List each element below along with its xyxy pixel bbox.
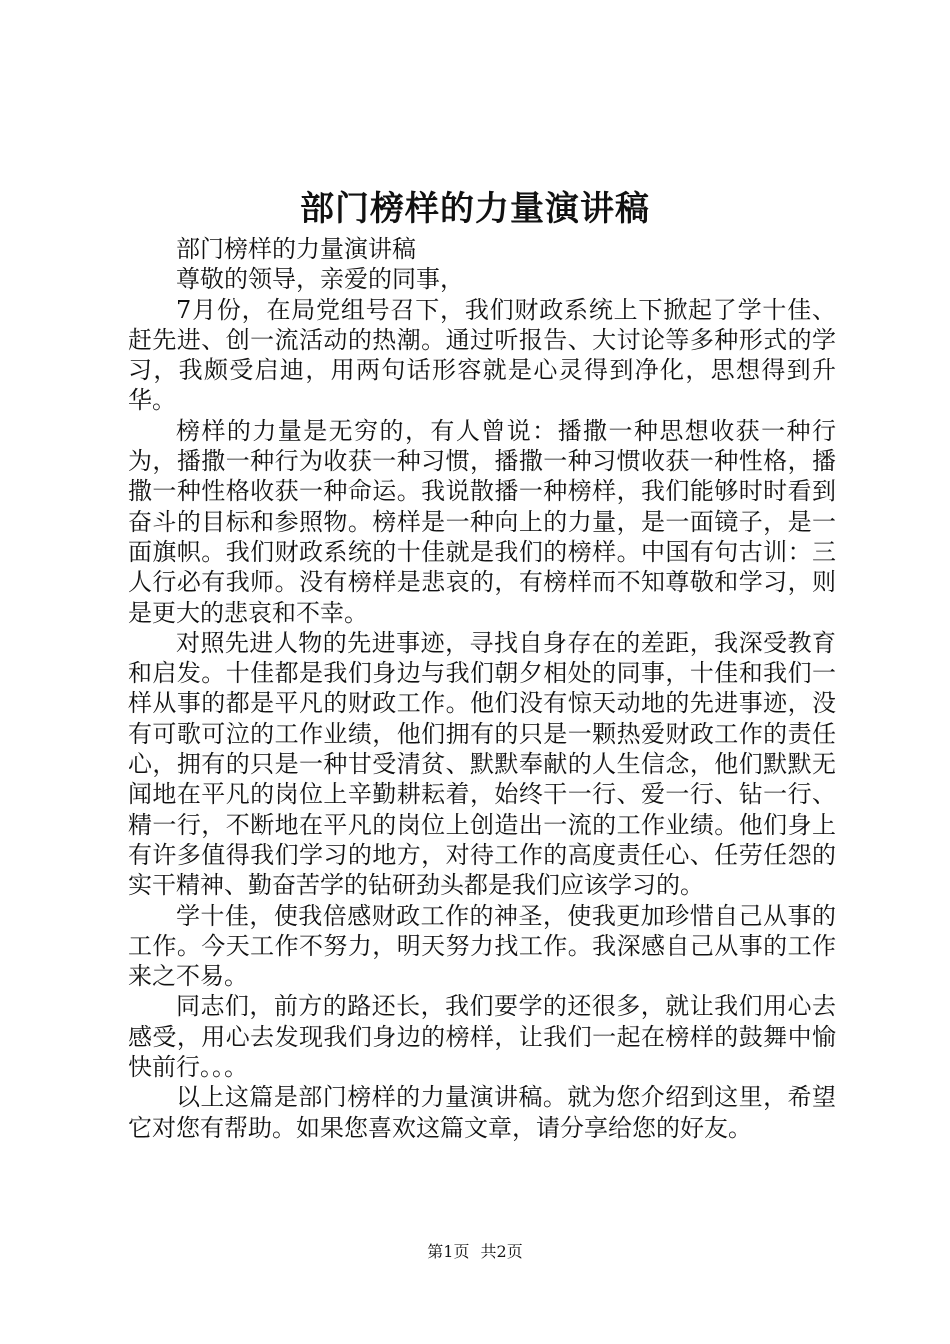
paragraph-4: 学十佳，使我倍感财政工作的神圣，使我更加珍惜自己从事的工作。今天工作不努力，明天努力找工作。我深感自己从事的工作来之不易。: [128, 901, 836, 991]
page-number: 第1页: [427, 1242, 470, 1261]
document-title: 部门榜样的力量演讲稿: [300, 189, 650, 229]
paragraph-salutation: 尊敬的领导，亲爱的同事，: [176, 265, 464, 294]
paragraph-3: 对照先进人物的先进事迹，寻找自身存在的差距，我深受教育和启发。十佳都是我们身边与我们朝夕相处的同事，十佳和我们一样从事的都是平凡的财政工作。他们没有惊天动地的先进事迹，没有可歌可泣的工作业绩，他们拥有的只是一颗热爱财政工作的责任心，拥有的只是一种甘受清贫、默默奉献的人生信念，他们默默无闻地在平凡的岗位上辛勤耕耘着，始终干一行、爱一行、钻一行、精一行，不断地在平凡的岗位上创造出一流的工作业绩。他们身上有许多值得我们学习的地方，对待工作的高度责任心、任劳任怨的实干精神、勤奋苦学的钻研劲头都是我们应该学习的。: [128, 628, 836, 900]
page-total: 共2页: [480, 1242, 523, 1261]
paragraph-heading: 部门榜样的力量演讲稿: [176, 235, 416, 263]
paragraph-1: 7月份，在局党组号召下，我们财政系统上下掀起了学十佳、赶先进、创一流活动的热潮。通过听报告、大讨论等多种形式的学习，我颇受启迪，用两句话形容就是心灵得到净化，思想得到升华。: [128, 295, 836, 415]
document-body: [128, 234, 836, 1143]
paragraph-2: 榜样的力量是无穷的，有人曾说：播撒一种思想收获一种行为，播撒一种行为收获一种习惯，播撒一种习惯收获一种性格，播撒一种性格收获一种命运。我说散播一种榜样，我们能够时时看到奋斗的目标和参照物。榜样是一种向上的力量，是一面镜子，是一面旗帜。我们财政系统的十佳就是我们的榜样。中国有句古训：三人行必有我师。没有榜样是悲哀的，有榜样而不知尊敬和学习，则是更大的悲哀和不幸。: [128, 416, 836, 627]
paragraph-closing: 以上这篇是部门榜样的力量演讲稿。就为您介绍到这里，希望它对您有帮助。如果您喜欢这篇文章，请分享给您的好友。: [128, 1083, 836, 1142]
page-footer: [0, 1240, 950, 1264]
paragraph-5: 同志们，前方的路还长，我们要学的还很多，就让我们用心去感受，用心去发现我们身边的榜样，让我们一起在榜样的鼓舞中愉快前行。。。: [128, 992, 836, 1082]
